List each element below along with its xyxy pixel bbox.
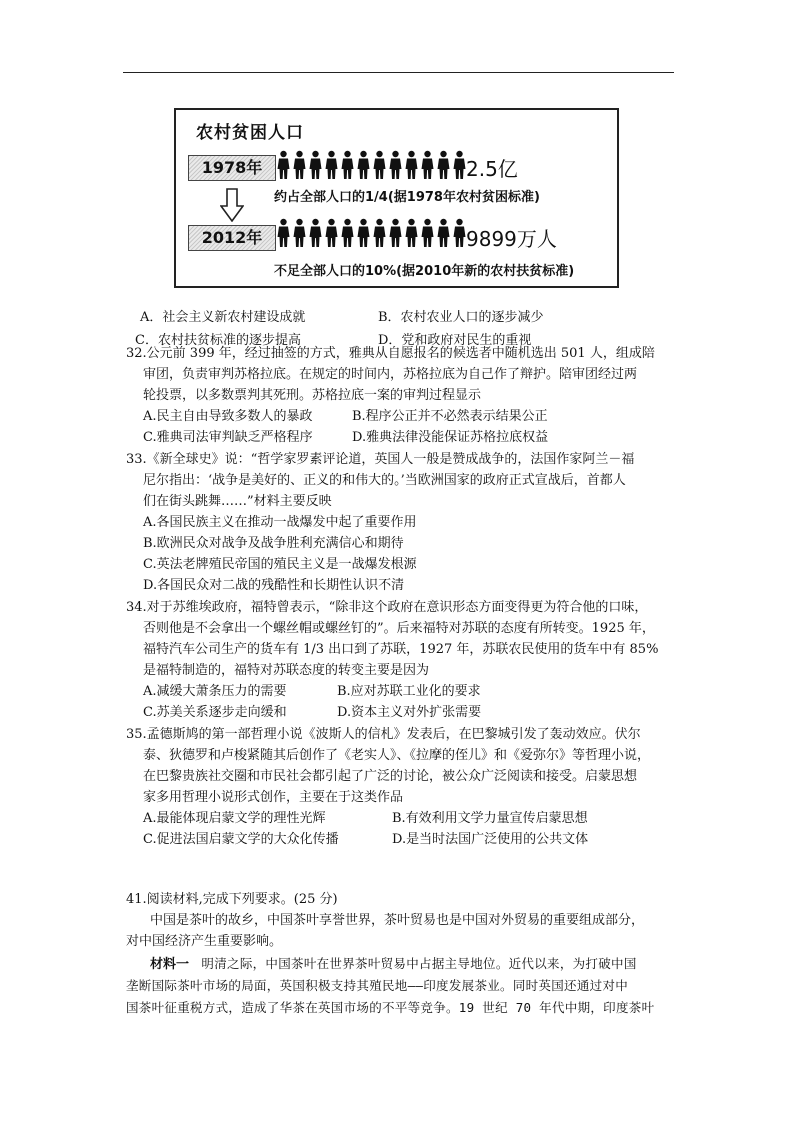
- q33-option-b: B.欧洲民众对战争及战争胜利充满信心和期待: [143, 536, 404, 551]
- person-pictogram-icon: [372, 150, 387, 180]
- person-pictogram-icon: [404, 150, 419, 180]
- person-pictogram-icon: [420, 218, 435, 248]
- q41-intro-line-1: 中国是茶叶的故乡，中国茶叶享誉世界，茶叶贸易也是中国对外贸易的重要组成部分，: [150, 913, 645, 928]
- q33-stem-line-1: 33.《新全球史》说：“哲学家罗素评论道，英国人一般是赞成战争的，法国作家阿兰－福: [126, 452, 635, 467]
- rural-poverty-figure: [174, 108, 619, 288]
- q35-stem-line-1: 35.孟德斯鸠的第一部哲理小说《波斯人的信札》发表后，在巴黎城引发了轰动效应。伏尔: [126, 727, 641, 742]
- person-pictogram-icon: [324, 218, 339, 248]
- q35-stem-line-2: 泰、狄德罗和卢梭紧随其后创作了《老实人》、《拉摩的侄儿》和《爱弥尔》等哲理小说，: [143, 748, 651, 763]
- person-pictogram-icon: [324, 150, 339, 180]
- people-row-2012: [276, 218, 467, 248]
- q34-stem-line-1: 34.对于苏维埃政府，福特曾表示，“除非这个政府在意识形态方面变得更为符合他的口味，: [126, 600, 648, 615]
- person-pictogram-icon: [436, 150, 451, 180]
- people-row-1978: [276, 150, 467, 180]
- person-pictogram-icon: [340, 218, 355, 248]
- header-rule: [123, 72, 674, 73]
- person-pictogram-icon: [452, 150, 467, 180]
- note-2012: 不足全部人口的10%(据2010年新的农村扶贫标准): [274, 264, 575, 279]
- q32-stem-line-3: 轮投票，以多数票判其死刑。苏格拉底一案的审判过程显示: [143, 388, 482, 403]
- value-1978: 2.5亿: [466, 157, 518, 181]
- material-text: 明清之际，中国茶叶在世界茶叶贸易中占据主导地位。近代以来，为打破中国: [201, 956, 637, 971]
- note-1978: 约占全部人口的1/4(据1978年农村贫困标准): [274, 190, 540, 205]
- person-pictogram-icon: [388, 218, 403, 248]
- q33-option-a: A.各国民族主义在推动一战爆发中起了重要作用: [143, 515, 417, 530]
- person-pictogram-icon: [388, 150, 403, 180]
- q32-option-b: B.程序公正并不必然表示结果公正: [352, 409, 548, 424]
- person-pictogram-icon: [452, 218, 467, 248]
- person-pictogram-icon: [420, 150, 435, 180]
- q31-option-b: B．农村农业人口的逐步减少: [378, 310, 544, 325]
- q31-option-d: D．党和政府对民生的重视: [378, 333, 532, 348]
- q32-option-c: C.雅典司法审判缺乏严格程序: [143, 430, 313, 445]
- q32-option-d: D.雅典法律没能保证苏格拉底权益: [352, 430, 549, 445]
- q35-option-b: B.有效利用文学力量宣传启蒙思想: [392, 811, 588, 826]
- person-pictogram-icon: [340, 150, 355, 180]
- q33-stem-line-3: 们在街头跳舞……”材料主要反映: [143, 494, 332, 509]
- down-arrow-icon: [220, 188, 244, 222]
- q34-option-c: C.苏美关系逐步走向缓和: [143, 705, 287, 720]
- q41-intro-line-2: 对中国经济产生重要影响。: [126, 934, 283, 949]
- q34-stem-line-3: 福特汽车公司生产的货车有 1/3 出口到了苏联，1927 年，苏联农民使用的货车中有 85%: [143, 642, 659, 657]
- q34-option-b: B.应对苏联工业化的要求: [337, 684, 481, 699]
- person-pictogram-icon: [404, 218, 419, 248]
- person-pictogram-icon: [292, 150, 307, 180]
- person-pictogram-icon: [356, 150, 371, 180]
- q34-option-a: A.减缓大萧条压力的需要: [143, 684, 287, 699]
- q35-option-d: D.是当时法国广泛使用的公共文体: [392, 832, 589, 847]
- q32-option-a: A.民主自由导致多数人的暴政: [143, 409, 313, 424]
- q32-stem-line-2: 审团，负责审判苏格拉底。在规定的时间内，苏格拉底为自己作了辩护。陪审团经过两: [143, 367, 638, 382]
- figure-title: 农村贫困人口: [196, 123, 304, 143]
- person-pictogram-icon: [308, 218, 323, 248]
- value-2012: 9899万人: [466, 227, 557, 251]
- q35-stem-line-3: 在巴黎贵族社交圈和市民社会都引起了广泛的讨论，被公众广泛阅读和接受。启蒙思想: [143, 769, 638, 784]
- q31-option-a: A．社会主义新农村建设成就: [140, 310, 306, 325]
- person-pictogram-icon: [308, 150, 323, 180]
- q34-stem-line-2: 否则他是不会拿出一个螺丝帽或螺丝钉的”。后来福特对苏联的态度有所转变。1925 年，: [143, 621, 655, 636]
- person-pictogram-icon: [276, 218, 291, 248]
- q33-stem-line-2: 尼尔指出：‘战争是美好的、正义的和伟大的。’当欧洲国家的政府正式宣战后，首都人: [143, 473, 626, 488]
- q35-option-c: C.促进法国启蒙文学的大众化传播: [143, 832, 339, 847]
- q33-option-d: D.各国民众对二战的残酷性和长期性认识不清: [143, 578, 405, 593]
- q34-stem-line-4: 是福特制造的，福特对苏联态度的转变主要是因为: [143, 663, 430, 678]
- q32-stem-line-1: 32.公元前 399 年，经过抽签的方式，雅典从自愿报名的候选者中随机选出 501 人，组成陪: [126, 346, 655, 361]
- q41-material-1-line-3: 国茶叶征重税方式，造成了华茶在英国市场的不平等竞争。19 世纪 70 年代中期，印度茶叶: [126, 1000, 655, 1015]
- person-pictogram-icon: [356, 218, 371, 248]
- q34-option-d: D.资本主义对外扩张需要: [337, 705, 482, 720]
- year-label-1978: 1978年: [188, 155, 276, 181]
- q33-option-c: C.英法老牌殖民帝国的殖民主义是一战爆发根源: [143, 557, 417, 572]
- person-pictogram-icon: [292, 218, 307, 248]
- q31-option-c: C．农村扶贫标准的逐步提高: [135, 333, 301, 348]
- q35-option-a: A.最能体现启蒙文学的理性光辉: [143, 811, 326, 826]
- person-pictogram-icon: [372, 218, 387, 248]
- person-pictogram-icon: [276, 150, 291, 180]
- material-label: 材料一: [150, 957, 190, 972]
- person-pictogram-icon: [436, 218, 451, 248]
- q41-header: 41.阅读材料,完成下列要求。(25 分): [126, 892, 338, 907]
- year-label-2012: 2012年: [188, 225, 276, 251]
- q35-stem-line-4: 家多用哲理小说形式创作，主要在于这类作品: [143, 790, 404, 805]
- q41-material-1-line-2: 垄断国际茶叶市场的局面，英国积极支持其殖民地——印度发展茶业。同时英国还通过对中: [126, 978, 629, 993]
- q41-material-1-line-1: [150, 953, 637, 975]
